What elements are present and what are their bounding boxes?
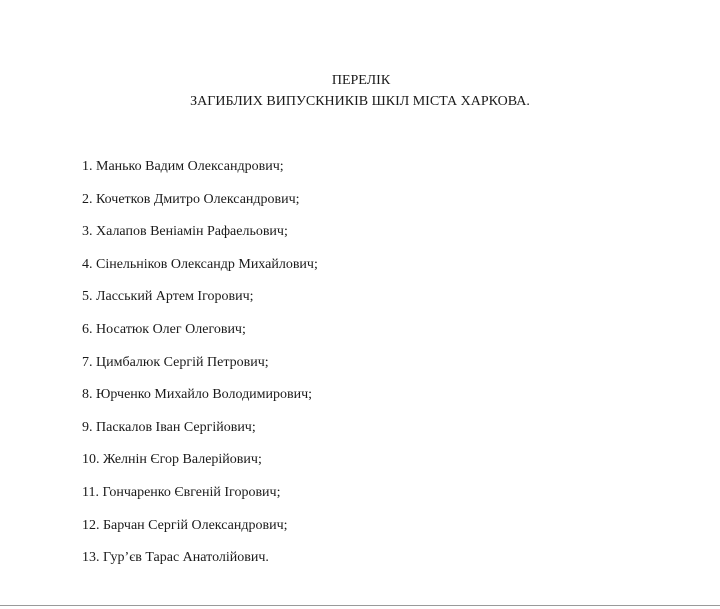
list-item: 12. Барчан Сергій Олександрович;	[82, 517, 288, 533]
names-list	[82, 157, 682, 581]
title-line-1: ПЕРЕЛІК	[331, 73, 391, 88]
list-item: 13. Гур’єв Тарас Анатолійович.	[82, 550, 269, 566]
list-item: 2. Кочетков Дмитро Олександрович;	[82, 191, 300, 207]
list-item: 10. Желнін Єгор Валерійович;	[82, 452, 262, 468]
list-item: 7. Цимбалюк Сергій Петрович;	[82, 354, 269, 370]
title-line-2: ЗАГИБЛИХ ВИПУСКНИКІВ ШКІЛ МІСТА ХАРКОВА.	[190, 94, 530, 109]
page-bottom-edge	[0, 605, 720, 606]
list-item: 8. Юрченко Михайло Володимирович;	[82, 387, 313, 403]
list-item: 5. Ласський Артем Ігорович;	[82, 289, 254, 305]
document-title	[0, 70, 720, 112]
list-item: 3. Халапов Веніамін Рафаельович;	[82, 224, 288, 240]
list-item: 6. Носатюк Олег Олегович;	[82, 321, 246, 337]
list-item: 11. Гончаренко Євгеній Ігорович;	[82, 484, 281, 500]
list-item: 1. Манько Вадим Олександрович;	[82, 159, 284, 174]
list-item: 4. Сінельніков Олександр Михайлович;	[82, 256, 318, 272]
list-item: 9. Паскалов Іван Сергійович;	[82, 419, 256, 435]
